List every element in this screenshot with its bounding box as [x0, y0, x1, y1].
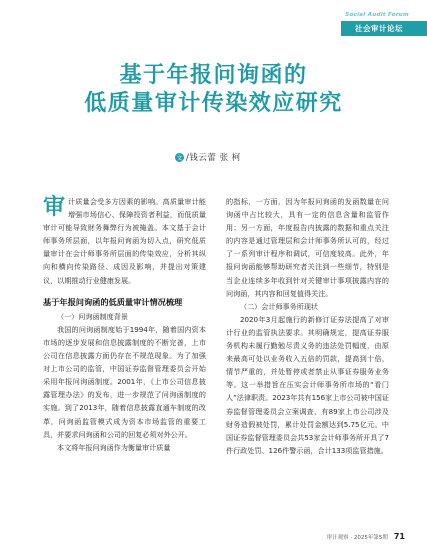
drop-cap: 审 [43, 195, 66, 220]
subsection-heading-1: （一）问询函制度背景 [57, 311, 128, 321]
subsection-heading-2: （二）会计师事务所现状 [240, 301, 319, 311]
page-footer [327, 532, 405, 541]
section-heading: 基于年报问询函的低质量审计情况梳理 [43, 296, 183, 307]
body-paragraph-4: 2020年3月起施行的新修订证券法提高了对审计行业的监管执法要求。其明确规定，提高证券服务机构未履行勤勉尽责义务的违法处罚幅度，由原来最高可处以业务收入五倍的罚款，提高到十倍，情节严重的，并处暂停或者禁止从事证券服务业务等。这一举措旨在压实会计师事务所市场的“看门人”法律职责。2023年共有156家上市公司被中国证券监督管理委员会立案调查，有89家上市公司涉及财务造假被处罚，累计处罚金额达到5.75亿元。中国证券监督管理委员会共53家会计师事务所开具了7件行政处罚、126件警示函，合计133项监管措施。 [226, 314, 389, 455]
byline [175, 151, 241, 163]
intro-paragraph: 计质量会受多方因素的影响。高质量审计能增强市场信心、保障投资者利益，而低质量审计可能导致财务舞弊行为被掩盖。本文基于会计师事务所层面，以年报问询函为切入点，研究低质量审计在会计师事务所层面的传染效应，分析其纵向和横向传染路径、成因及影响，并提出对策建议，以期推动行业健康发展。 [43, 197, 206, 285]
body-paragraph-3: 的指标，一方面，因为年报问询函的发函数量在问询函中占比较大，具有一定的信息含量和监管作用；另一方面，年度报告内披露的数据和重点关注的内容是通过管理层和会计师事务所认可的，经过了一系列审计程序和调试，可信度较高。此外，年报问询函能够帮助研究者关注到一些细节，特别是当企业连续多年收到针对关键审计事项披露内容的问询函，其内容和回复值得关注。 [226, 197, 389, 298]
body-paragraph-2: 本文将年报问询函作为衡量审计质量 [57, 442, 171, 452]
author-mark-icon: 文 [176, 154, 183, 162]
article-title-line2: 低质量审计传染效应研究 [84, 91, 343, 116]
right-column [226, 195, 389, 457]
article-title-line1: 基于年报问询函的 [119, 63, 308, 88]
left-column [43, 195, 206, 454]
intro-block [43, 195, 206, 287]
journal-issue: 审计观察 · 2025年第5期 [326, 534, 388, 541]
body-paragraph-1: 我国的问询函制度始于1994年，随着国内资本市场的逐步发展和信息披露制度的不断完善，上市公司在信息披露方面仍存在不规范现象。为了加强对上市公司的监管，中国证券监督管理委员会开始采用年报问询函制度。2001年，《上市公司信息披露管理办法》的发布，进一步规范了问询函制度的实施。到了2013年，随着信息披露直通车制度的改革，问询函监管模式成为资本市场监管的重要工具，并要求问询函和公司的回复必须对外公开。 [43, 324, 206, 439]
column-name-english: Social Audit Forum [345, 12, 409, 18]
column-tag: 社会审计论坛 [341, 21, 427, 36]
author-names: /钱云蕾 张 柯 [186, 153, 241, 163]
page-number: 71 [393, 532, 405, 541]
